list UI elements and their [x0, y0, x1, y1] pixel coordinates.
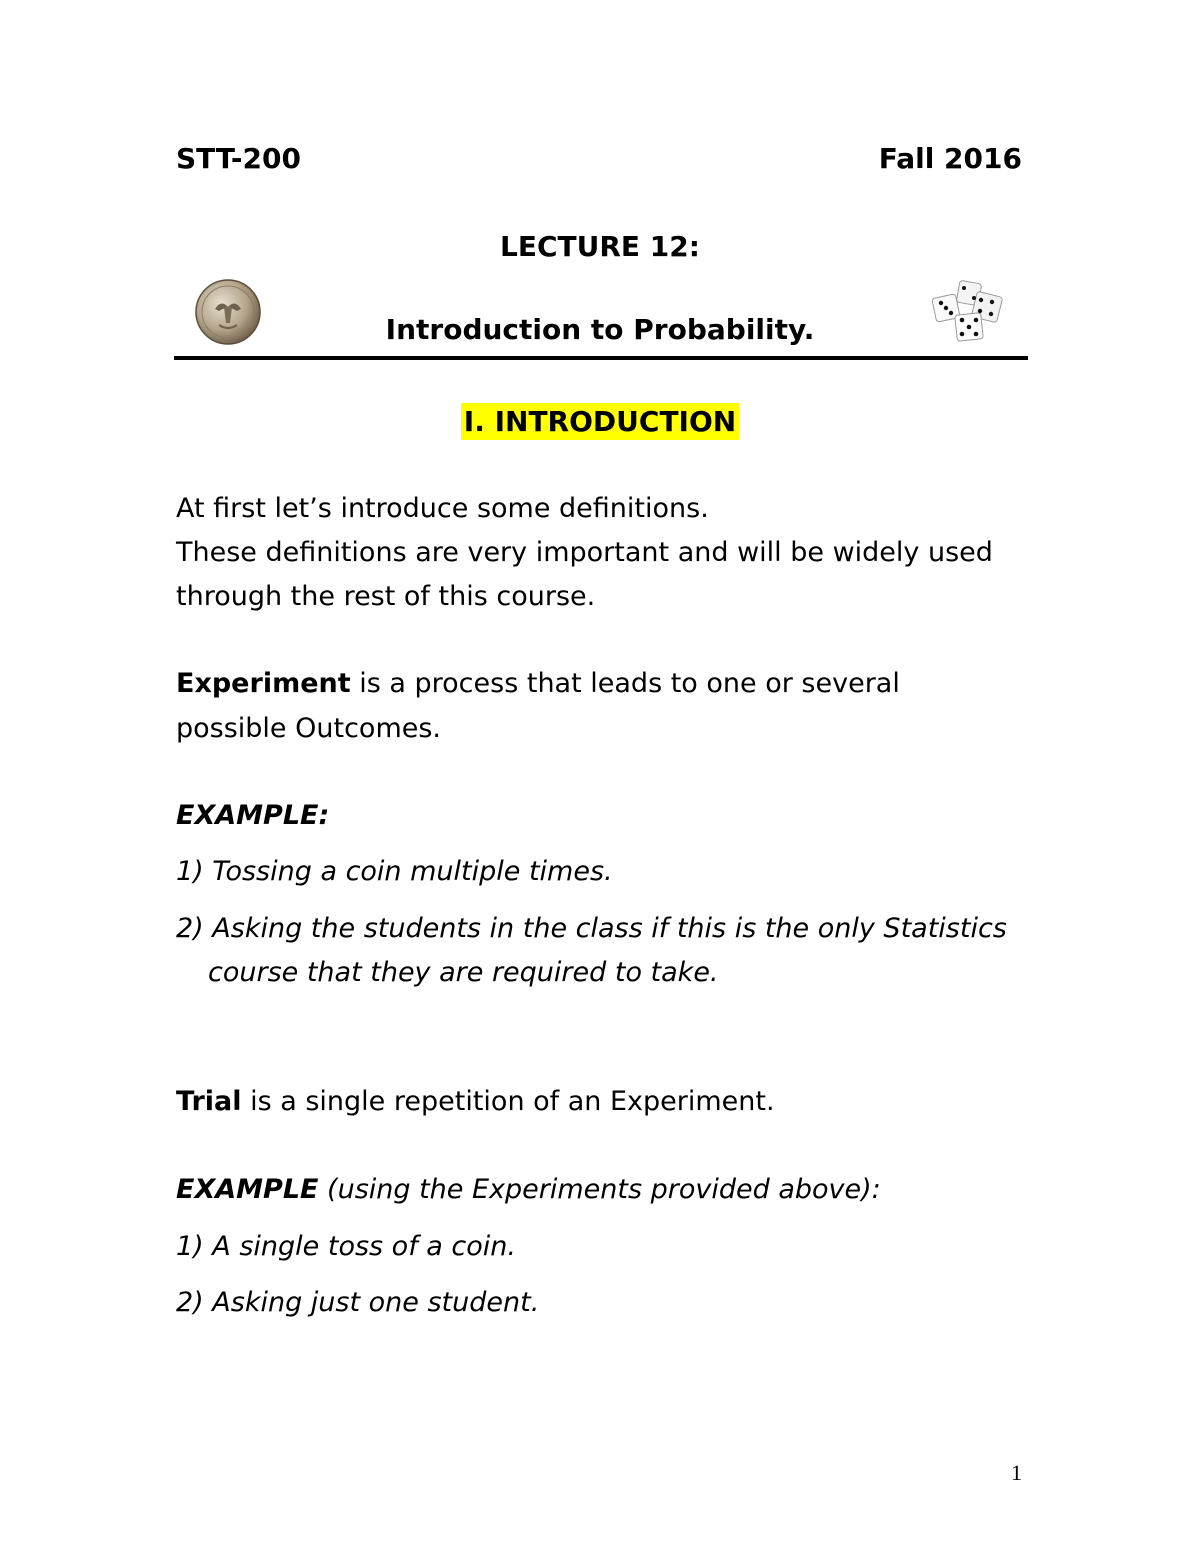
trial-example-word: EXAMPLE [176, 1174, 319, 1205]
experiment-example-1: 1) Tossing a coin multiple times. [176, 856, 613, 887]
experiment-example-2: 2) Asking the students in the class if this is the only Statistics [176, 913, 1007, 944]
section-heading-text: I. INTRODUCTION [461, 403, 739, 440]
trial-example-note: (using the Experiments provided above): [318, 1174, 881, 1205]
trial-term: Trial [176, 1086, 242, 1117]
experiment-definition [176, 668, 900, 699]
section-heading [0, 405, 1200, 438]
lecture-number: LECTURE 12: [500, 230, 700, 263]
trial-example-label [176, 1174, 881, 1205]
trial-definition [176, 1086, 775, 1117]
experiment-definition-text: is a process that leads to one or several [350, 668, 900, 699]
trial-definition-text: is a single repetition of an Experiment. [241, 1086, 775, 1117]
experiment-term: Experiment [176, 668, 351, 699]
experiment-definition-cont: possible Outcomes. [176, 713, 442, 744]
course-code: STT-200 [176, 142, 301, 175]
trial-example-1: 1) A single toss of a coin. [176, 1231, 516, 1262]
intro-line-1: At first let’s introduce some definitions. [176, 493, 709, 524]
term-label: Fall 2016 [878, 142, 1022, 175]
header-divider [174, 356, 1028, 360]
lecture-title: Introduction to Probability. [385, 313, 815, 346]
page-number: 1 [1011, 1460, 1022, 1485]
intro-line-3: through the rest of this course. [176, 581, 596, 612]
experiment-example-label: EXAMPLE: [176, 800, 330, 831]
experiment-example-2-cont: course that they are required to take. [208, 957, 719, 988]
intro-line-2: These definitions are very important and will be widely used [176, 537, 993, 568]
trial-example-2: 2) Asking just one student. [176, 1287, 540, 1318]
